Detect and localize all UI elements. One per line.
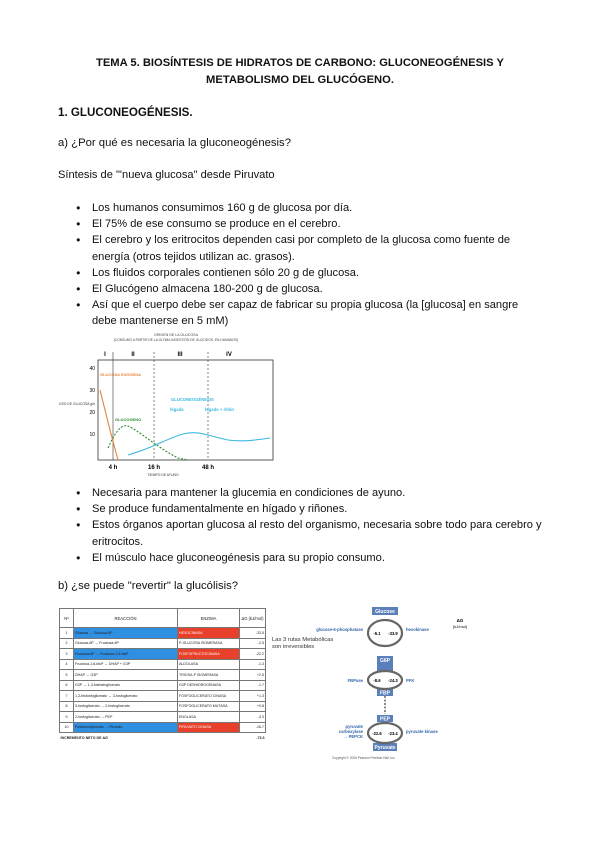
section-heading: 1. GLUCONEOGÉNESIS.: [58, 106, 193, 119]
figure-caption: Copyright © 2006 Pearson Prentice Hall, Inc.: [332, 756, 396, 760]
glycolysis-table: [59, 608, 266, 765]
enzyme-cell: G3P DESHIDROGENASA: [178, 680, 240, 691]
reaction-cell: Glucosa-6P ↔ Fructosa-6P: [74, 638, 178, 649]
list-item: ● El 75% de ese consumo se produce en el cerebro.: [72, 216, 542, 232]
table-row: [60, 680, 266, 691]
delta-g-cell: +0.8: [240, 701, 266, 712]
enzyme-cell: FOSFOGLICERATO CINASA: [178, 691, 240, 702]
delta-g-cell: -1.7: [240, 680, 266, 691]
reaction-cell: Fructosa-6P → Fructosa-1,6-bisP: [74, 649, 178, 660]
enzyme-cell: P-GLUCOSA ISOMERASA: [178, 638, 240, 649]
list-item: ● Se produce fundamentalmente en hígado y riñones.: [72, 501, 542, 517]
row-number: 4: [60, 659, 74, 670]
glycogen-label: GLUCÓGENO: [115, 417, 142, 422]
table-body: [60, 628, 266, 733]
row-number: 2: [60, 638, 74, 649]
liver-label: hígado: [170, 407, 184, 412]
dg-value: -23.4: [388, 731, 398, 736]
row-number: 1: [60, 628, 74, 639]
table-summary-row: [60, 733, 266, 743]
fbp-node-label: FBP: [380, 690, 390, 697]
figure-header-1: ORIGEN DE LA GLUCOSA: [154, 333, 198, 337]
table-row: [60, 722, 266, 733]
delta-g-cell: +2.5: [240, 670, 266, 681]
pyruvate-node-label: Pyruvate: [374, 745, 396, 751]
table-row: [60, 659, 266, 670]
x-tick-label: 48 h: [201, 465, 215, 471]
glucose-node-label: Glucose: [375, 609, 395, 615]
x-axis-label: TIEMPO DE AYUNO: [147, 473, 179, 477]
question-a: a) ¿Por qué es necesaria la gluconeogénesis?: [58, 137, 291, 149]
table-row: [60, 712, 266, 723]
enzyme-cell: FOSFOFRUCTOCINASA: [178, 649, 240, 660]
y-tick-label: 10: [89, 432, 95, 438]
enzyme-cell: FOSFOGLICERATO MUTASA: [178, 701, 240, 712]
table-row: [60, 638, 266, 649]
summary-label: INCREMENTO NETO DE ΔG: [60, 733, 240, 743]
table-row: [60, 649, 266, 660]
column-header: ΔG (kJ/mol): [240, 609, 266, 628]
enzyme-label: hexokinase: [406, 627, 429, 632]
column-header: ENZIMA: [178, 609, 240, 628]
enzyme-cell: PIRUVATO CINASA: [178, 722, 240, 733]
reaction-cell: 2-fosfoglicerato ↔ PEP: [74, 712, 178, 723]
reaction-cell: 3-fosfoglicerato ↔ 2-fosfoglicerato: [74, 701, 178, 712]
pathway-diagram: [316, 604, 510, 762]
delta-g-cell: -2.5: [240, 638, 266, 649]
enzyme-cell: ALDOLASA: [178, 659, 240, 670]
table-row: [60, 670, 266, 681]
reaction-cell: G3P ↔ 1,3-bisfosfoglicerato: [74, 680, 178, 691]
dg-value: -33.9: [388, 631, 398, 636]
reaction-cell: 1,3-bisfosfoglicerato ↔ 3-fosfoglicerato: [74, 691, 178, 702]
row-number: 3: [60, 649, 74, 660]
enzyme-label: pyruvate: [345, 724, 363, 729]
phase-label: IV: [226, 352, 232, 358]
phase-label: I: [104, 352, 106, 358]
row-number: 9: [60, 712, 74, 723]
question-b: b) ¿se puede "revertir" la glucólisis?: [58, 580, 239, 592]
enzyme-label: carboxylase: [338, 729, 363, 734]
enzyme-cell: TRIOSA-P ISOMERASA: [178, 670, 240, 681]
list-item: ● Así que el cuerpo debe ser capaz de fabricar su propia glucosa (la [glucosa] en sangre debe mantenerse en 5 mM): [72, 297, 542, 329]
gng-label: GLUCONEOGÉNESIS: [171, 397, 214, 402]
g6p-node-label: G6P: [379, 658, 391, 664]
y-axis-label: USO DE GLUCOSA g/h: [59, 402, 95, 406]
reaction-cell: Fructosa-1,6-bisP ↔ DHAP + G3P: [74, 659, 178, 670]
dg-value: -24.3: [388, 678, 398, 683]
liver-kidney-label: hígado + riñón: [205, 407, 234, 412]
x-tick-label: 16 h: [147, 465, 161, 471]
enzyme-label: → PEPCK: [343, 734, 363, 739]
dg-unit: (kJ/mol): [452, 624, 468, 629]
summary-value: -73.3: [240, 733, 266, 743]
dg-value: -5.1: [373, 631, 381, 636]
bullet-list-1: [72, 200, 542, 330]
subtitle: Síntesis de "'nueva glucosa" desde Piruvato: [58, 169, 275, 181]
exogenous-label: GLUCOSA EXÓGENA: [100, 372, 141, 377]
list-item: ● Necesaria para mantener la glucemia en condiciones de ayuno.: [72, 485, 542, 501]
enzyme-label: FBPase: [347, 678, 363, 683]
phase-label: II: [131, 352, 135, 358]
enzyme-label: pyruvate kinase: [406, 729, 438, 734]
irreversible-note: Las 3 rutas Metabólicas son irreversibles: [272, 637, 334, 650]
enzyme-label: glucose-6-phosphatase: [316, 627, 363, 632]
list-item: ● El Glucógeno almacena 180-200 g de glucosa.: [72, 281, 542, 297]
glucose-origin-figure: [58, 330, 278, 485]
table-row: [60, 691, 266, 702]
list-item: ● El músculo hace gluconeogénesis para su propio consumo.: [72, 550, 542, 566]
dg-value: -8.6: [373, 678, 381, 683]
enzyme-label: PFK: [406, 678, 415, 683]
delta-g-cell: -1.3: [240, 659, 266, 670]
figure-header-2: (CONSUMO A PARTIR DE LA ÚLTIMA INGESTIÓN DE GLÚCIDOS, EN HUMANOS): [113, 338, 239, 342]
column-header: REACCIÓN: [74, 609, 178, 628]
table-row: [60, 701, 266, 712]
table-row: [60, 628, 266, 639]
list-item: ● Los humanos consumimos 160 g de glucosa por día.: [72, 200, 542, 216]
list-item: ● Estos órganos aportan glucosa al resto del organismo, necesaria sobre todo para cerebro y eritrocitos.: [72, 517, 542, 549]
document-title: [40, 55, 560, 89]
delta-g-cell: -3.3: [240, 712, 266, 723]
delta-g-cell: +1.3: [240, 691, 266, 702]
delta-g-cell: -33.5: [240, 628, 266, 639]
delta-g-cell: -16.7: [240, 722, 266, 733]
reaction-cell: DHAP ↔ G3P: [74, 670, 178, 681]
x-tick-label: 4 h: [108, 465, 118, 471]
title-line-2: METABOLISMO DEL GLUCÓGENO.: [206, 74, 394, 86]
enzyme-cell: HEXOCINASA: [178, 628, 240, 639]
row-number: 5: [60, 670, 74, 681]
title-line-1: TEMA 5. BIOSÍNTESIS DE HIDRATOS DE CARBONO: GLUCONEOGÉNESIS Y: [96, 57, 504, 69]
row-number: 6: [60, 680, 74, 691]
dg-value: -22.6: [372, 731, 382, 736]
reaction-cell: Fosfoenolpiruvato → Piruvato: [74, 722, 178, 733]
reaction-cell: Glucosa → Glucosa-6P: [74, 628, 178, 639]
phase-label: III: [177, 352, 183, 358]
y-tick-label: 30: [89, 388, 95, 394]
dg-header: ΔG: [456, 618, 464, 623]
row-number: 10: [60, 722, 74, 733]
bullet-list-2: [72, 485, 542, 566]
y-tick-label: 40: [89, 366, 95, 372]
y-tick-label: 20: [89, 410, 95, 416]
list-item: ● El cerebro y los eritrocitos dependen casi por completo de la glucosa como fuente de energía (otros tejidos utilizan ac. grasos).: [72, 232, 542, 264]
table-header-row: [60, 609, 266, 628]
column-header: Nº: [60, 609, 74, 628]
list-item: ● Los fluidos corporales contienen sólo 20 g de glucosa.: [72, 265, 542, 281]
delta-g-cell: -22.2: [240, 649, 266, 660]
row-number: 7: [60, 691, 74, 702]
row-number: 8: [60, 701, 74, 712]
enzyme-cell: ENOLASA: [178, 712, 240, 723]
pep-node-label: PEP: [379, 716, 391, 723]
